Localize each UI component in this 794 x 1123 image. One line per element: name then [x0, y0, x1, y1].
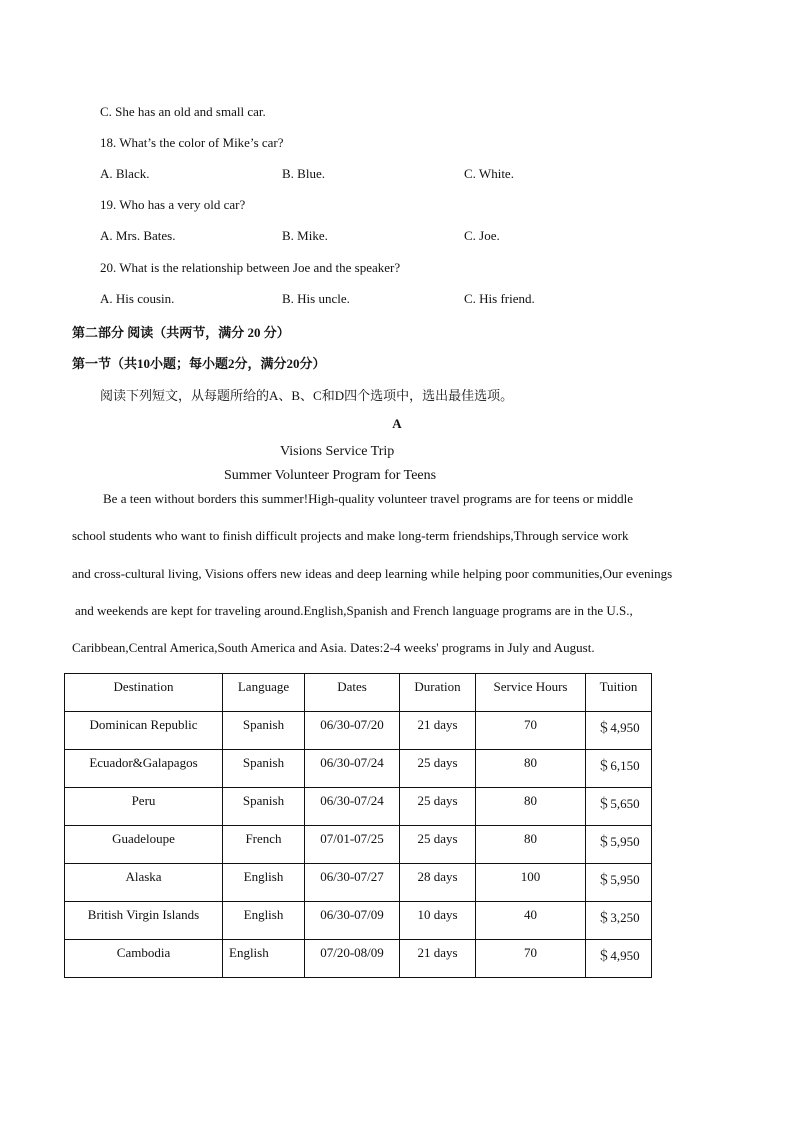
passage-title-line2: Summer Volunteer Program for Teens: [224, 468, 437, 483]
q20-option-c: C. His friend.: [464, 291, 535, 306]
cell-service-hours: 40: [476, 902, 586, 940]
table-row: [65, 750, 652, 788]
cell-destination: Guadeloupe: [65, 826, 223, 864]
cell-language: English: [223, 864, 305, 902]
cell-destination: Dominican Republic: [65, 712, 223, 750]
section-heading: 第一节（共10小题；每小题2分，满分20分）: [72, 356, 326, 371]
cell-dates: 06/30-07/24: [305, 788, 400, 826]
q18-option-c: C. White.: [464, 166, 514, 181]
header-destination: Destination: [65, 674, 223, 712]
programs-table: [64, 673, 652, 978]
q19-option-a: A. Mrs. Bates.: [100, 228, 176, 243]
cell-service-hours: 70: [476, 712, 586, 750]
cell-destination: Peru: [65, 788, 223, 826]
paragraph-line-4: and weekends are kept for traveling around.English,Spanish and French language programs are in the U.S.,: [75, 603, 633, 618]
paragraph-line-1: Be a teen without borders this summer!High-quality volunteer travel programs are for teens or middle: [103, 491, 633, 506]
cell-service-hours: 80: [476, 826, 586, 864]
cell-duration: 25 days: [400, 788, 476, 826]
table-row: [65, 864, 652, 902]
q19-option-b: B. Mike.: [282, 228, 328, 243]
cell-destination: Alaska: [65, 864, 223, 902]
table-row: [65, 712, 652, 750]
cell-language: English: [223, 940, 305, 978]
question-20: 20. What is the relationship between Joe and the speaker?: [100, 260, 401, 275]
paragraph-line-3: and cross-cultural living, Visions offers new ideas and deep learning while helping poor communities,Our evenings: [72, 566, 673, 581]
cell-destination: Ecuador&Galapagos: [65, 750, 223, 788]
passage-title-line1: Visions Service Trip: [280, 444, 395, 459]
cell-tuition: ＄4,950: [586, 712, 652, 750]
cell-language: French: [223, 826, 305, 864]
q20-option-a: A. His cousin.: [100, 291, 175, 306]
cell-language: Spanish: [223, 712, 305, 750]
passage-letter: A: [392, 416, 402, 431]
table-header-row: [65, 674, 652, 712]
cell-destination: Cambodia: [65, 940, 223, 978]
cell-tuition: ＄5,950: [586, 826, 652, 864]
cell-dates: 06/30-07/09: [305, 902, 400, 940]
cell-dates: 07/20-08/09: [305, 940, 400, 978]
cell-duration: 21 days: [400, 712, 476, 750]
cell-service-hours: 80: [476, 750, 586, 788]
q20-option-b: B. His uncle.: [282, 291, 350, 306]
cell-tuition: ＄6,150: [586, 750, 652, 788]
cell-duration: 25 days: [400, 750, 476, 788]
paragraph-line-5: Caribbean,Central America,South America and Asia. Dates:2-4 weeks' programs in July and August.: [72, 640, 595, 655]
header-service-hours: Service Hours: [476, 674, 586, 712]
question-18: 18. What’s the color of Mike’s car?: [100, 135, 284, 150]
q18-option-a: A. Black.: [100, 166, 150, 181]
header-tuition: Tuition: [586, 674, 652, 712]
cell-language: English: [223, 902, 305, 940]
q18-option-b: B. Blue.: [282, 166, 325, 181]
cell-tuition: ＄3,250: [586, 902, 652, 940]
cell-service-hours: 70: [476, 940, 586, 978]
cell-dates: 06/30-07/20: [305, 712, 400, 750]
cell-destination: British Virgin Islands: [65, 902, 223, 940]
cell-duration: 10 days: [400, 902, 476, 940]
cell-tuition: ＄4,950: [586, 940, 652, 978]
table-row: [65, 826, 652, 864]
cell-service-hours: 80: [476, 788, 586, 826]
q19-option-c: C. Joe.: [464, 228, 500, 243]
part-heading: 第二部分 阅读（共两节，满分 20 分）: [72, 325, 290, 340]
q17-option-c: C. She has an old and small car.: [100, 104, 266, 119]
cell-tuition: ＄5,650: [586, 788, 652, 826]
cell-dates: 06/30-07/24: [305, 750, 400, 788]
cell-duration: 25 days: [400, 826, 476, 864]
question-19: 19. Who has a very old car?: [100, 197, 246, 212]
cell-language: Spanish: [223, 750, 305, 788]
table-row: [65, 940, 652, 978]
cell-duration: 21 days: [400, 940, 476, 978]
cell-duration: 28 days: [400, 864, 476, 902]
instruction: 阅读下列短文，从每题所给的A、B、C和D四个选项中，选出最佳选项。: [100, 388, 514, 403]
header-dates: Dates: [305, 674, 400, 712]
cell-dates: 07/01-07/25: [305, 826, 400, 864]
cell-dates: 06/30-07/27: [305, 864, 400, 902]
table-row: [65, 788, 652, 826]
header-duration: Duration: [400, 674, 476, 712]
table-row: [65, 902, 652, 940]
cell-tuition: ＄5,950: [586, 864, 652, 902]
header-language: Language: [223, 674, 305, 712]
cell-service-hours: 100: [476, 864, 586, 902]
cell-language: Spanish: [223, 788, 305, 826]
paragraph-line-2: school students who want to finish difficult projects and make long-term friendships,Through service work: [72, 528, 629, 543]
